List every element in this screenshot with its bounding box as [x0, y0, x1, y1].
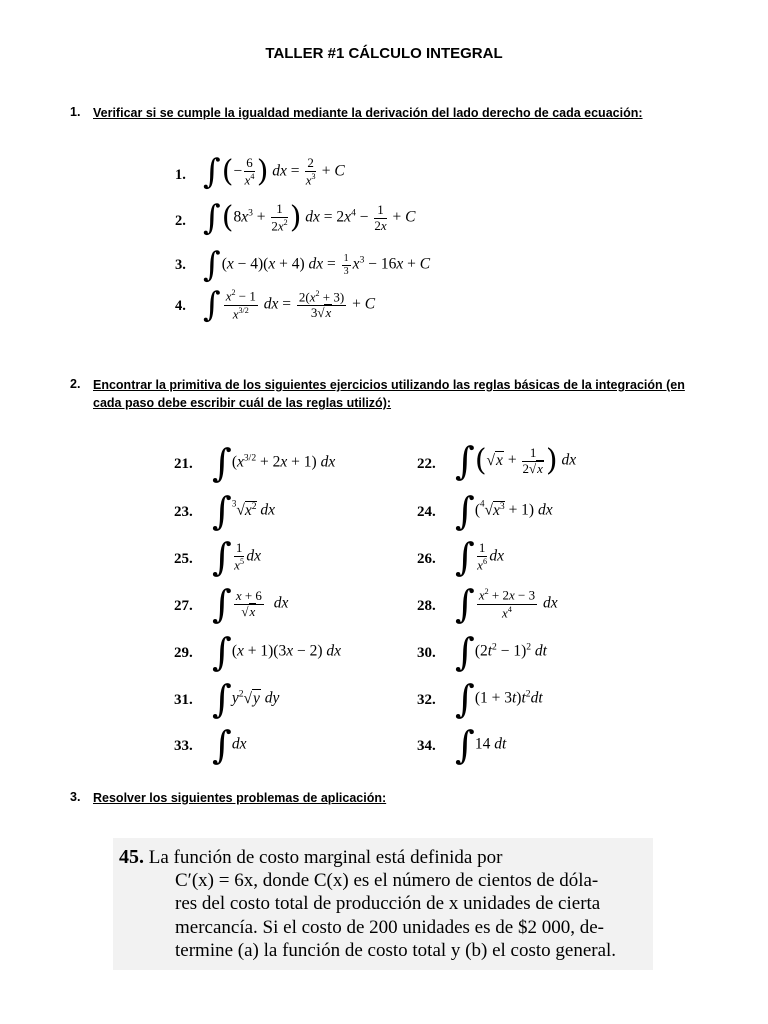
exercise-number: 24.: [417, 504, 436, 520]
exercise-31: $\int y^2√y$ dy: [212, 677, 280, 721]
exercise-29: ∫(x + 1)(3x − 2) dx: [212, 630, 342, 674]
equation-2: $\int(8x^3$ + $\frac{1}{2x^2}$ ) dx = $2x^4$ − $\frac{1}{2x}$ + C: [203, 198, 416, 238]
equation-3: ∫(x − 4)(x + 4) dx = $\frac{1}{3}$ $x^3 - 16x + C$: [203, 245, 431, 285]
exercise-32: $\int(1 + 3t)t^2dt$: [455, 677, 543, 721]
exercise-30: $\int(2t^2 - 1)^2$ dt: [455, 630, 547, 674]
exercise-number: 25.: [174, 551, 193, 567]
exercise-number: 27.: [174, 598, 193, 614]
exercise-33: ∫dx: [212, 723, 247, 767]
exercise-number: 32.: [417, 692, 436, 708]
exercise-number: 30.: [417, 645, 436, 661]
section-1-number: 1.: [70, 105, 81, 119]
exercise-21: $\int(x^{3/2} + 2x + 1)$ dx: [212, 441, 336, 485]
exercise-number: 22.: [417, 456, 436, 472]
section-3-number: 3.: [70, 790, 81, 804]
section-3-heading: Resolver los siguientes problemas de aplicación:: [93, 791, 387, 805]
equation-4: ∫ $\frac{x^2 - 1}{x^{3/2}}$ dx = $\frac{2(x^2 + 3)}{3√x}$ + C: [203, 285, 376, 325]
exercise-28: ∫ $\frac{x^2 + 2x - 3}{x^4}$ dx: [455, 582, 558, 626]
exercise-number: 28.: [417, 598, 436, 614]
exercise-number: 23.: [174, 504, 193, 520]
exercise-number: 34.: [417, 738, 436, 754]
problem-line: mercancía. Si el costo de 200 unidades es de $2 000, de-: [175, 916, 604, 938]
equation-1: ∫(− $\frac{6}{x^4}$ ) dx = $\frac{2}{x^3}$ + C: [203, 152, 345, 192]
exercise-22: ∫(√x + $\frac{1}{2√x}$ ) dx: [455, 439, 577, 483]
page-title: TALLER #1 CÁLCULO INTEGRAL: [265, 45, 503, 62]
section-2-heading-line1: Encontrar la primitiva de los siguientes ejercicios utilizando las reglas básicas de la integración (en: [93, 378, 685, 392]
problem-number: 45.: [119, 846, 144, 868]
exercise-34: ∫14 dt: [455, 723, 507, 767]
problem-line: res del costo total de producción de x unidades de cierta: [175, 893, 601, 915]
exercise-number: 21.: [174, 456, 193, 472]
equation-number: 1.: [175, 167, 186, 183]
exercise-number: 33.: [174, 738, 193, 754]
problem-line: C′(x) = 6x, donde C(x) es el número de cientos de dóla-: [175, 870, 599, 892]
exercise-number: 29.: [174, 645, 193, 661]
equation-number: 2.: [175, 213, 186, 229]
section-2-heading-line2: cada paso debe escribir cuál de las reglas utilizó):: [93, 396, 392, 410]
section-2-number: 2.: [70, 377, 81, 391]
exercise-24: $\int(^4√x^3 + 1)$ dx: [455, 489, 553, 533]
exercise-25: ∫ $\frac{1}{x^5}$ dx: [212, 535, 261, 579]
equation-number: 4.: [175, 298, 186, 314]
exercise-23: $\int^3√x^2$ dx: [212, 489, 276, 533]
exercise-26: ∫ $\frac{1}{x^6}$ dx: [455, 535, 504, 579]
exercise-number: 31.: [174, 692, 193, 708]
equation-number: 3.: [175, 257, 186, 273]
section-1-heading: Verificar si se cumple la igualdad mediante la derivación del lado derecho de cada ecuación:: [93, 106, 643, 120]
problem-line: termine (a) la función de costo total y (b) el costo general.: [175, 939, 617, 961]
exercise-number: 26.: [417, 551, 436, 567]
exercise-27: ∫ $\frac{x + 6}{√x}$ dx: [212, 582, 289, 626]
problem-line: La función de costo marginal está definida por: [148, 847, 503, 868]
application-problem: [113, 838, 653, 970]
